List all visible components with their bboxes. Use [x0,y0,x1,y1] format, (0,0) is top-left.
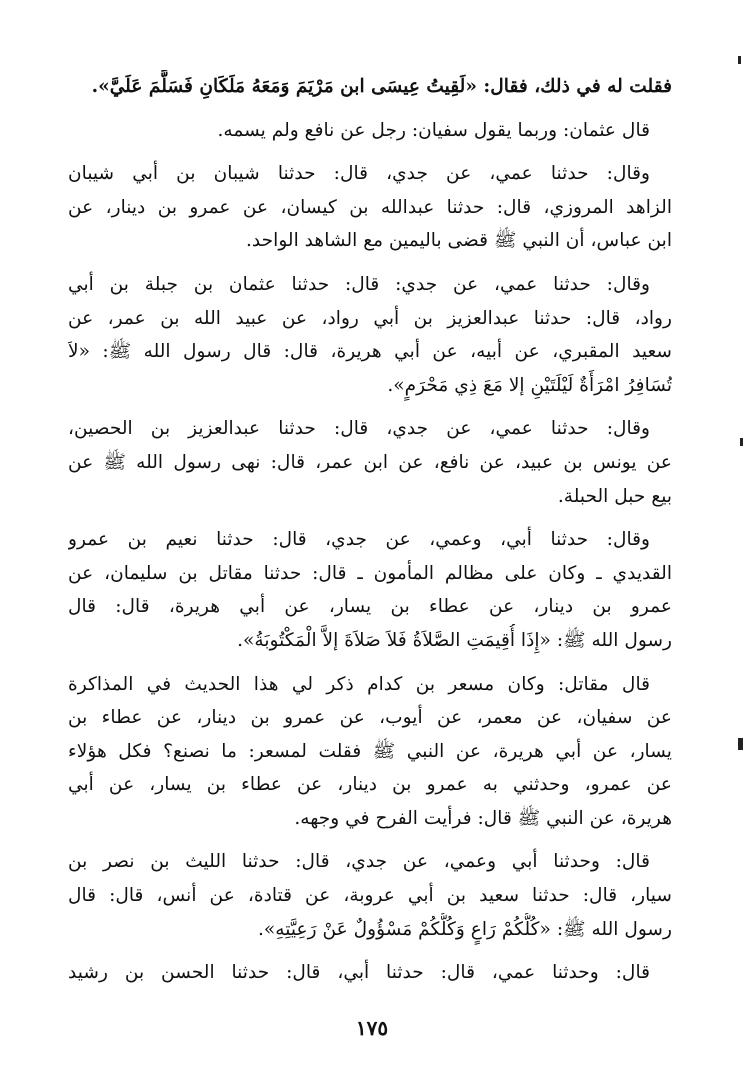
text-line: قال: وحدثنا أبي وعمي، عن جدي، قال: حدثنا الليث بن نصر بن [68,851,650,873]
text-line: قال: وحدثنا عمي، قال: حدثنا أبي، قال: حدثنا الحسن بن رشيد [68,962,650,984]
text-line: هريرة، عن النبي ﷺ قال: فرأيت الفرح في وجهه. [294,807,672,829]
text-line: عن يونس بن عبيد، عن نافع، عن ابن عمر، قال: نهى رسول الله ﷺ عن [68,451,672,473]
text-line: فقلت له في ذلك، فقال: «لَقِيتُ عِيسَى ابن مَرْيَمَ وَمَعَهُ مَلَكَانِ فَسَلَّمَ عَلَيَّ». [91,76,672,97]
paragraph [68,668,672,836]
margin-mark-lower-right [738,738,743,750]
text-line: قال مقاتل: وكان مسعر بن كدام ذكر لي هذا الحديث في المذاكرة [68,673,650,695]
text-line: سعيد المقبري، عن أبيه، عن أبي هريرة، قال: قال رسول الله ﷺ: «لاَ [68,341,672,363]
paragraph [68,956,672,990]
text-line: القديدي ـ وكان على مظالم المأمون ـ قال: حدثنا مقاتل بن سليمان، عن [68,562,672,584]
text-line: وقال: حدثنا عمي، عن جدي، قال: حدثنا شيبان بن أبي شيبان [68,163,650,185]
text-line: وقال: حدثنا عمي، عن جدي: قال: حدثنا عثمان بن جبلة بن أبي [68,273,650,295]
text-line: وقال: حدثنا عمي، عن جدي، قال: حدثنا عبدالعزيز بن الحصين، [68,418,650,440]
margin-mark-top-right [738,56,741,64]
page-number: ١٧٥ [355,1016,389,1040]
paragraph [68,845,672,946]
margin-mark-middle-right [740,438,743,446]
text-line: تُسَافِرُ امْرَأَةٌ لَيْلَتَيْنِ إلا مَعَ ذِي مَحْرَمٍ». [387,374,672,396]
text-line: قال عثمان: وربما يقول سفيان: رجل عن نافع ولم يسمه. [217,119,650,141]
paragraph [68,523,672,657]
text-line: رواد، قال: حدثنا عبدالعزيز بن أبي رواد، عن عبيد الله بن عمر، عن [68,307,672,329]
paragraph [68,157,672,258]
text-line: بيع حبل الحبلة. [557,485,672,507]
page-body [68,70,672,990]
text-line: رسول الله ﷺ: «إِذَا أُقِيمَتِ الصَّلاَةُ فَلاَ صَلاَةَ إلاَّ الْمَكْتُوبَةُ». [237,629,672,651]
paragraph [68,114,672,148]
paragraph [68,412,672,513]
text-line: ابن عباس، أن النبي ﷺ قضى باليمين مع الشاهد الواحد. [245,230,672,252]
paragraph [68,70,672,104]
text-line: سيار، قال: حدثنا سعيد بن أبي عروبة، عن قتادة، عن أنس، قال: قال [68,885,672,907]
text-line: عمرو بن دينار، عن عطاء بن يسار، عن أبي هريرة، قال: قال [68,596,672,618]
paragraph [68,268,672,402]
text-line: يسار، عن أبي هريرة، عن النبي ﷺ فقلت لمسعر: ما نصنع؟ فكل هؤلاء [68,740,672,762]
text-line: الزاهد المروزي، قال: حدثنا عبدالله بن كيسان، عن عمرو بن دينار، عن [68,196,672,218]
text-line: عن سفيان، عن معمر، عن أيوب، عن عمرو بن دينار، عن عطاء بن [68,707,672,729]
text-line: رسول الله ﷺ: «كُلُّكُمْ رَاعٍ وَكُلُّكُمْ مَسْؤُولٌ عَنْ رَعِيَّتِهِ». [258,918,672,940]
text-line: وقال: حدثنا أبي، وعمي، عن جدي، قال: حدثنا نعيم بن عمرو [68,529,650,551]
text-line: عن عمرو، وحدثني به عمرو بن دينار، عن عطاء بن يسار، عن أبي [68,774,672,796]
